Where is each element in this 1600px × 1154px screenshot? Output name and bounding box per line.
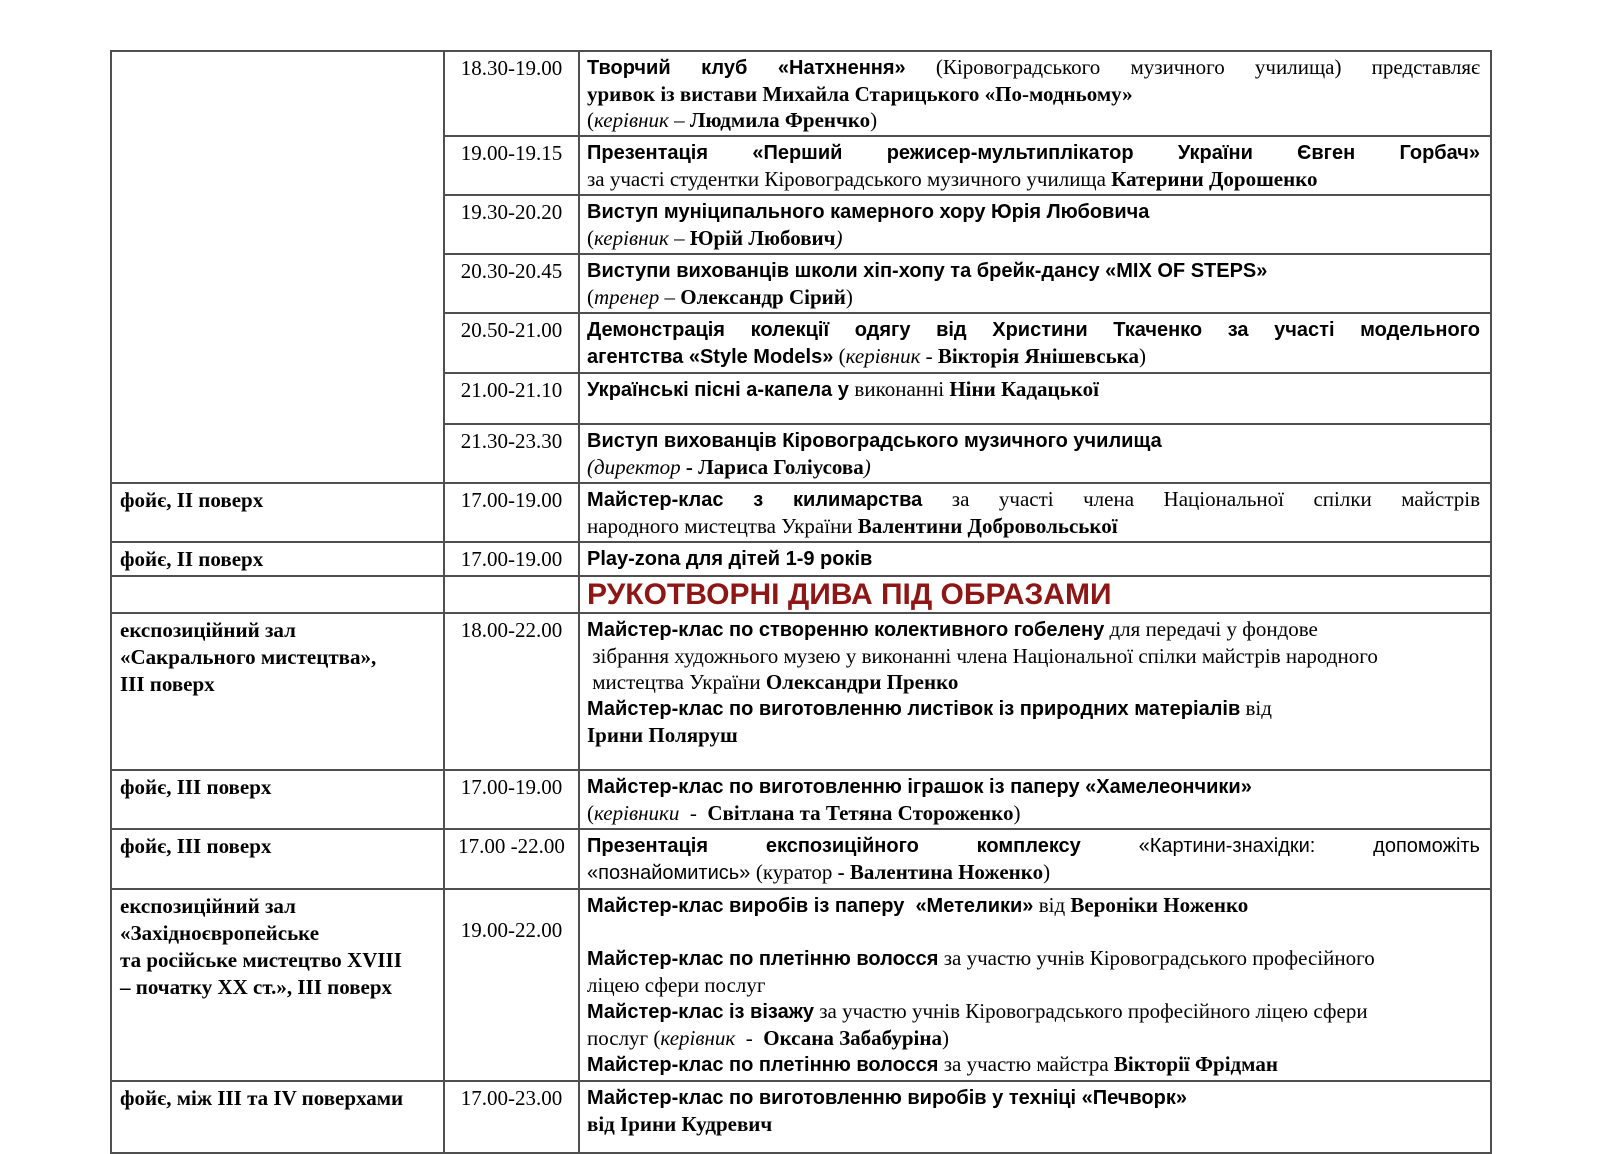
location-line: «Сакрального мистецтва», [120, 645, 377, 669]
event-line [587, 1111, 1480, 1137]
location-cell [111, 483, 444, 542]
text-span: (директор [587, 455, 686, 479]
text-span: - [735, 1026, 764, 1050]
table-row [111, 576, 1491, 613]
time-cell: 17.00 -22.00 [444, 829, 579, 889]
table-row [111, 542, 1491, 576]
event-line [587, 1025, 1480, 1051]
text-span: Ніни Кадацької [949, 377, 1099, 401]
text-span: – [659, 285, 681, 309]
event-line [587, 427, 1480, 454]
event-cell [579, 829, 1491, 889]
location-cell [111, 51, 444, 483]
time-cell: 19.00-22.00 [444, 889, 579, 1081]
text-span: мистецтва України [587, 670, 766, 694]
text-span: Олександри Пренко [765, 670, 959, 694]
text-span: ) [835, 226, 843, 250]
text-span: «Картини-знахідки: допоможіть [1080, 835, 1480, 857]
location-line: «Західноєвропейське [120, 921, 320, 945]
event-cell [579, 373, 1491, 424]
time-cell: 17.00-19.00 [444, 542, 579, 576]
location-cell [111, 542, 444, 576]
time-cell: 21.30-23.30 [444, 424, 579, 483]
text-span: від [1033, 893, 1071, 917]
text-span: «познайомитись» [587, 862, 756, 884]
event-line [587, 695, 1480, 722]
location-cell [111, 770, 444, 829]
event-cell [579, 313, 1491, 373]
location-line: та російське мистецтво XVIII [120, 948, 402, 972]
location-line: фойє, III поверх [120, 775, 272, 799]
text-span: Виступ вихованців Кіровоградського музичного училища [587, 430, 1162, 452]
event-line [587, 919, 1480, 945]
text-span: зібрання художнього музею у виконанні члена Національної спілки майстрів народного [587, 644, 1378, 668]
event-line [587, 722, 1480, 748]
location-cell [111, 576, 444, 613]
event-line [587, 998, 1480, 1025]
event-line [587, 486, 1480, 513]
text-span: від Ірини Кудревич [587, 1112, 773, 1136]
text-span: ( [587, 226, 594, 250]
event-line [587, 945, 1480, 972]
text-span: - [679, 801, 708, 825]
text-span: Майстер-клас по виготовленню листівок із природних матеріалів [587, 698, 1241, 720]
event-line [587, 284, 1480, 310]
text-span: послуг ( [587, 1026, 661, 1050]
time-cell: 19.00-19.15 [444, 136, 579, 195]
table-row [111, 483, 1491, 542]
text-span: від [1240, 696, 1272, 720]
schedule-table [110, 50, 1492, 1154]
text-span: - Валентина Ноженко [837, 860, 1044, 884]
text-span: ) [1013, 801, 1021, 825]
event-line [587, 773, 1480, 800]
text-span: Демонстрація колекції одягу від Христини Ткаченко за участі модельного [587, 319, 1480, 341]
table-row [111, 1081, 1491, 1153]
text-span: за участю учнів Кіровоградського професійного [938, 946, 1375, 970]
text-span: ) [941, 1026, 949, 1050]
text-span: Виступ муніципального камерного хору Юрія Любовича [587, 201, 1150, 223]
time-cell: 17.00-19.00 [444, 483, 579, 542]
text-span: ) [845, 285, 853, 309]
event-line [587, 198, 1480, 225]
text-span: керівник [594, 226, 669, 250]
text-span: за участю майстра [938, 1052, 1114, 1076]
event-cell [579, 51, 1491, 136]
event-line [587, 800, 1480, 826]
location-cell [111, 613, 444, 770]
text-span: за участі члена Національної спілки майстрів [922, 487, 1480, 511]
text-span: Світлана та Тетяна Стороженко [707, 801, 1014, 825]
table-row [111, 51, 1491, 136]
event-line [587, 316, 1480, 343]
event-line [587, 892, 1480, 919]
location-line: фойє, III поверх [120, 834, 272, 858]
event-line [587, 1084, 1480, 1111]
text-span: ( [587, 801, 594, 825]
text-span: Майстер-клас по виготовленню виробів у техніці «Печворк» [587, 1087, 1187, 1109]
text-span: (куратор [755, 860, 838, 884]
event-line [587, 513, 1480, 539]
text-span: Презентація експозиційного комплексу [587, 835, 1081, 857]
text-span: - Лариса Голіусова [685, 455, 864, 479]
text-span: Майстер-клас виробів із паперу «Метелики» [587, 895, 1034, 917]
time-cell: 18.30-19.00 [444, 51, 579, 136]
text-span: - [920, 344, 938, 368]
text-span: Вікторії Фрідман [1113, 1052, 1278, 1076]
text-span: Творчий клуб «Натхнення» [587, 57, 906, 79]
event-line [587, 643, 1480, 669]
text-span: Оксана Забабуріна [763, 1026, 942, 1050]
event-line [587, 225, 1480, 251]
text-span: ( [833, 344, 846, 368]
text-span: ) [1043, 860, 1051, 884]
location-line: фойє, між III та IV поверхами [120, 1086, 404, 1110]
event-line [587, 376, 1480, 403]
text-span: (Кіровоградського музичного училища) представляє [905, 55, 1481, 79]
event-line [587, 81, 1480, 107]
table-row [111, 889, 1491, 1081]
text-span: керівник [845, 344, 921, 368]
text-span: виконанні [854, 377, 950, 401]
text-span: за участі студентки Кіровоградського музичного училища [587, 167, 1112, 191]
event-line [587, 1051, 1480, 1078]
text-span: Виступи вихованців школи хіп-хопу та брейк-дансу «MIX OF STEPS» [587, 260, 1268, 282]
event-cell [579, 770, 1491, 829]
text-span: агентства «Style Models» [587, 346, 834, 368]
text-span: – [668, 226, 690, 250]
event-cell [579, 424, 1491, 483]
event-line [587, 54, 1480, 81]
text-span: народного мистецтва України [587, 514, 858, 538]
event-cell [579, 1081, 1491, 1153]
section-heading-text: РУКОТВОРНІ ДИВА ПІД ОБРАЗАМИ [587, 578, 1112, 611]
time-cell: 20.30-20.45 [444, 254, 579, 313]
text-span: Валентини Добровольської [857, 514, 1118, 538]
text-span [587, 920, 592, 944]
event-line [587, 832, 1480, 859]
event-line [587, 545, 1480, 572]
text-span: ) [863, 455, 871, 479]
event-line [587, 257, 1480, 284]
text-span: Майстер-клас із візажу [587, 1001, 815, 1023]
text-span: Катерини Дорошенко [1111, 167, 1318, 191]
table-row [111, 613, 1491, 770]
event-cell [579, 195, 1491, 254]
text-span: Юрій Любович [689, 226, 836, 250]
location-cell [111, 1081, 444, 1153]
text-span: Майстер-клас по плетінню волосся [587, 948, 939, 970]
event-line [587, 107, 1480, 133]
text-span: ( [587, 108, 594, 132]
text-span: ліцею сфери послуг [587, 973, 766, 997]
document-page [110, 50, 1492, 1154]
time-cell: 17.00-23.00 [444, 1081, 579, 1153]
text-span: керівник [660, 1026, 736, 1050]
event-cell [579, 136, 1491, 195]
time-cell: 19.30-20.20 [444, 195, 579, 254]
text-span: керівник [594, 108, 669, 132]
text-span: ) [870, 108, 878, 132]
text-span: Майстер-клас по створенню колективного гобелену [587, 619, 1105, 641]
time-cell: 18.00-22.00 [444, 613, 579, 770]
event-cell [579, 542, 1491, 576]
text-span: Ірини Поляруш [587, 723, 738, 747]
text-span: ( [587, 285, 594, 309]
text-span: керівники [594, 801, 680, 825]
text-span: Людмила Френчко [689, 108, 871, 132]
text-span: Олександр Сірий [680, 285, 846, 309]
text-span: Майстер-клас з килимарства [587, 489, 923, 511]
event-line [587, 669, 1480, 695]
text-span: Презентація «Перший режисер-мультиплікатор України Євген Горбач» [587, 142, 1480, 164]
event-cell [579, 889, 1491, 1081]
time-cell [444, 576, 579, 613]
event-line [587, 343, 1480, 370]
event-cell [579, 254, 1491, 313]
location-line: експозиційний зал [120, 618, 296, 642]
event-line [587, 454, 1480, 480]
event-line [587, 859, 1480, 886]
event-line [587, 616, 1480, 643]
text-span: Вікторія Янішевська [937, 344, 1139, 368]
event-cell [579, 576, 1491, 613]
text-span: – [668, 108, 690, 132]
location-line: фойє, II поверх [120, 488, 264, 512]
event-line [587, 166, 1480, 192]
text-span: Українські пісні а-капела у [587, 379, 855, 401]
location-line: фойє, II поверх [120, 547, 264, 571]
text-span: Вероніки Ноженко [1070, 893, 1249, 917]
location-line: експозиційний зал [120, 894, 296, 918]
text-span: Майстер-клас по виготовленню іграшок із паперу «Хамелеончики» [587, 776, 1252, 798]
text-span: тренер [594, 285, 660, 309]
table-row [111, 770, 1491, 829]
text-span: Майстер-клас по плетінню волосся [587, 1054, 939, 1076]
event-cell [579, 613, 1491, 770]
time-cell: 21.00-21.10 [444, 373, 579, 424]
location-cell [111, 829, 444, 889]
event-line [587, 972, 1480, 998]
time-cell: 17.00-19.00 [444, 770, 579, 829]
location-cell [111, 889, 444, 1081]
section-heading [587, 579, 1480, 610]
time-cell: 20.50-21.00 [444, 313, 579, 373]
text-span: ) [1138, 344, 1146, 368]
location-line: III поверх [120, 672, 215, 696]
text-span: для передачі у фондове [1104, 617, 1318, 641]
schedule-table-body [111, 51, 1491, 1153]
text-span: уривок із вистави Михайла Старицького «По-модньому» [587, 82, 1133, 106]
event-line [587, 139, 1480, 166]
event-cell [579, 483, 1491, 542]
text-span: Play-zona для дітей 1-9 років [587, 548, 873, 570]
table-row [111, 829, 1491, 889]
text-span: за участю учнів Кіровоградського професійного ліцею сфери [814, 999, 1368, 1023]
location-line: – початку XX ст.», III поверх [120, 975, 393, 999]
